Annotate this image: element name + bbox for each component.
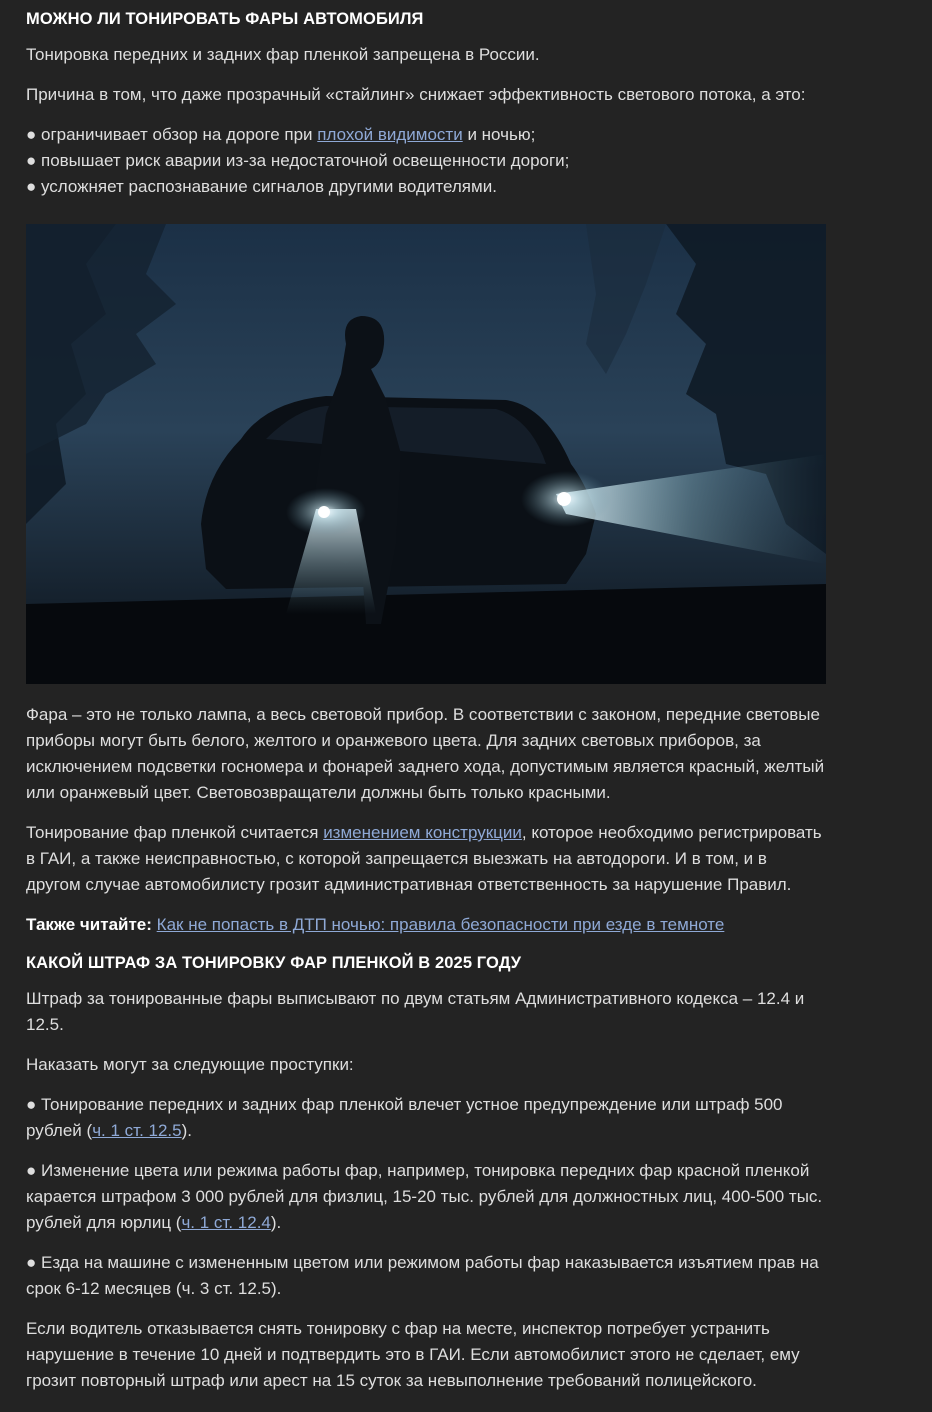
paragraph-offenses-intro: Наказать могут за следующие проступки: (26, 1055, 354, 1074)
also-read (26, 912, 826, 938)
list-item: ● повышает риск аварии из-за недостаточной освещенности дороги; (26, 151, 570, 170)
paragraph-refusal: Если водитель отказывается снять тонировку с фар на месте, инспектор потребует устранить нарушение в течение 10 дней и подтвердить это в ГАИ. Если автомобилист этого не сделает, ему грозит повторный штраф или арест на 15 суток за невыполнение требований полицейского. (26, 1319, 800, 1390)
paragraph-headlight-definition: Фара – это не только лампа, а весь световой прибор. В соответствии с законом, передние световые приборы могут быть белого, желтого и оранжевого цвета. Для задних световых приборов, за исключением подсветки госномера и фонарей заднего хода, допустимым является красный, желтый или оранжевый цвет. Световозвращатели должны быть только красными. (26, 705, 825, 802)
paragraph-construction-change: Тонирование фар пленкой считается изменением конструкции, которое необходимо регистрировать в ГАИ, а также неисправностью, с которой запрещается выезжать на автодороги. И в том, и в другом случае автомобилисту грозит административная ответственность за нарушение Правил. (26, 823, 822, 894)
link-construction-change[interactable]: изменением конструкции (323, 823, 522, 842)
list-item: ● ограничивает обзор на дороге при плохой видимости и ночью; (26, 125, 536, 144)
paragraph-articles: Штраф за тонированные фары выписывают по двум статьям Административного кодекса – 12.4 и 12.5. (26, 989, 805, 1034)
also-read-label: Также читайте: (26, 915, 152, 934)
reason-list (26, 122, 826, 200)
link-article-12-4[interactable]: ч. 1 ст. 12.4 (181, 1213, 271, 1232)
link-also-read[interactable]: Как не попасть в ДТП ночью: правила безопасности при езде в темноте (156, 915, 725, 934)
list-item: ● усложняет распознавание сигналов другими водителями. (26, 177, 497, 196)
paragraph-reason: Причина в том, что даже прозрачный «стайлинг» снижает эффективность светового потока, а это: (26, 85, 806, 104)
paragraph-ban: Тонировка передних и задних фар пленкой запрещена в России. (26, 45, 540, 64)
section-heading-tinting: МОЖНО ЛИ ТОНИРОВАТЬ ФАРЫ АВТОМОБИЛЯ (26, 10, 424, 28)
list-item: ● Изменение цвета или режима работы фар, например, тонировка передних фар красной пленкой карается штрафом 3 000 рублей для физлиц, 15-20 тыс. рублей для должностных лиц, 400-500 тыс. рублей для юрлиц (ч. 1 ст. 12.4). (26, 1161, 823, 1232)
section-heading-fine: КАКОЙ ШТРАФ ЗА ТОНИРОВКУ ФАР ПЛЕНКОЙ В 2025 ГОДУ (26, 954, 522, 972)
list-item: ● Тонирование передних и задних фар пленкой влечет устное предупреждение или штраф 500 рублей (ч. 1 ст. 12.5). (26, 1095, 783, 1140)
link-poor-visibility[interactable]: плохой видимости (317, 125, 463, 144)
list-item: ● Езда на машине с измененным цветом или режимом работы фар наказывается изъятием прав на срок 6-12 месяцев (ч. 3 ст. 12.5). (26, 1253, 819, 1298)
link-article-12-5[interactable]: ч. 1 ст. 12.5 (92, 1121, 182, 1140)
night-car-headlights-photo (26, 224, 826, 684)
